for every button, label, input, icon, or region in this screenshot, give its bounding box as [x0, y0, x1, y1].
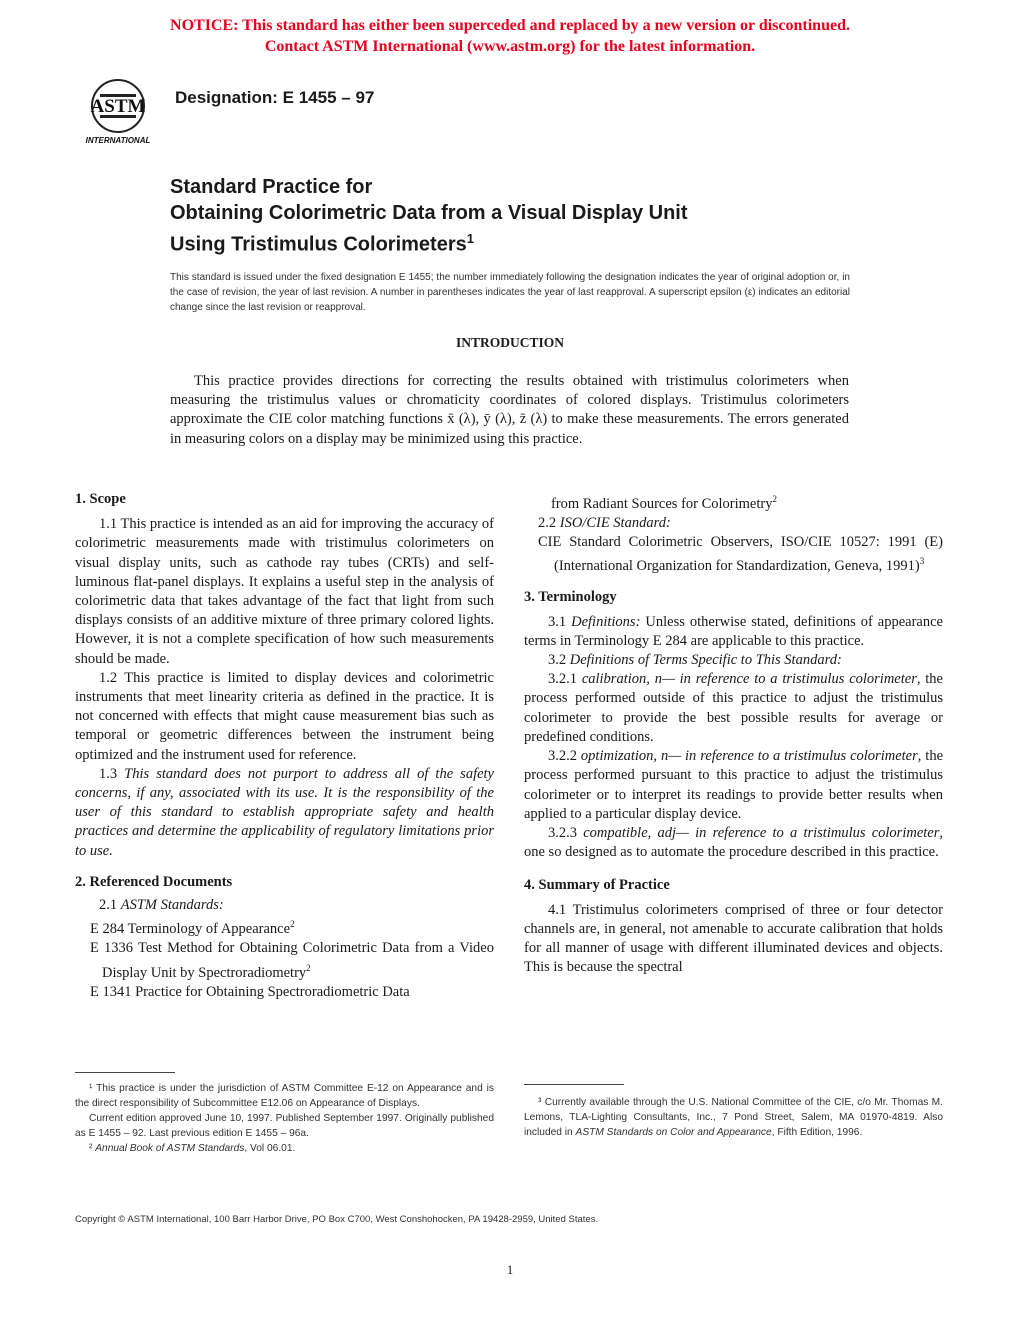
para-3-2-3-term: compatible, adj— in reference to a tristimulus colorimeter: [583, 824, 940, 841]
ref-cie: [524, 533, 943, 576]
para-2-2-num: 2.2: [538, 515, 560, 532]
section-scope-heading: 1. Scope: [75, 491, 126, 507]
section-terminology-heading: 3. Terminology: [524, 589, 617, 606]
footnote-1b: Current edition approved June 10, 1997. Published September 1997. Originally published as E 1455 – 92. Last previous edition E 1455 – 96a.: [75, 1113, 494, 1139]
footnote-3-text: ³ Currently available through the U.S. National Committee of the CIE, c/o Mr. Thomas M. Lemons, TLA-Lighting Consultants, Inc., 7 Pond Street, Salem, MA 01970-4819. Also included in: [524, 1097, 943, 1138]
logo-subtext: INTERNATIONAL: [85, 136, 151, 145]
para-3-2-3-num: 3.2.3: [548, 824, 584, 841]
ref-e1341-sup: 2: [772, 494, 777, 504]
notice-line-1: NOTICE: This standard has either been superceded and replaced by a new version or discontinued.: [170, 17, 850, 34]
left-column: [75, 490, 494, 1002]
para-3-2-2: [524, 747, 943, 824]
ref-e284-text: E 284 Terminology of Appearance: [90, 921, 291, 938]
ref-e1336-sup: 2: [306, 962, 311, 973]
footnotes-left: [75, 1081, 494, 1156]
title-line-1: Standard Practice for: [170, 176, 373, 198]
notice-line-2: Contact ASTM International (www.astm.org) for the latest information.: [264, 38, 756, 55]
para-4-1: 4.1 Tristimulus colorimeters comprised of three or four detector channels are, in general, not amenable to accurate calibration that holds for all manner of usage with different illuminated devices and objects. This is because the spectral: [524, 901, 943, 976]
para-3-1-text: Unless otherwise stated, definitions of appearance terms in Terminology E 284 are applicable to this practice.: [524, 613, 943, 649]
para-1-3-num: 1.3: [99, 765, 125, 782]
logo-text: ASTM: [90, 96, 146, 117]
para-2-2: [524, 514, 943, 533]
ref-e284-sup: 2: [290, 919, 295, 930]
para-3-2-3: [524, 824, 943, 862]
footnote-3-tail: , Fifth Edition, 1996.: [771, 1127, 863, 1138]
ref-e1336: [75, 939, 494, 982]
intro-heading: INTRODUCTION: [455, 335, 564, 350]
title-footnote-mark: 1: [466, 231, 474, 246]
footnote-1: ¹ This practice is under the jurisdiction of ASTM Committee E-12 on Appearance and is the direct responsibility of Subcommittee E12.06 on Appearance of Displays.: [75, 1083, 494, 1109]
section-referenced-heading: 2. Referenced Documents: [75, 873, 233, 890]
para-3-1-num: 3.1: [548, 613, 572, 630]
ref-cie-text: CIE Standard Colorimetric Observers, ISO/CIE 10527: 1991 (E) (International Organization for Standardization, Geneva, 1991): [538, 534, 943, 575]
para-2-1-text: ASTM Standards:: [120, 897, 224, 914]
para-3-2-2-num: 3.2.2: [548, 748, 581, 765]
designation: Designation: E 1455 – 97: [175, 88, 375, 107]
para-1-1: 1.1 This practice is intended as an aid for improving the accuracy of colorimetric measurements made with tristimulus colorimeters on visual display units, such as cathode ray tubes (CRTs) and self-luminous flat-panel displays. It explains a useful step in the analysis of colorimetric data that takes advantage of the fact that light from such displays consists of an additive mixture of three primary colored lights. However, it is not a complete specification of how such measurements should be made.: [75, 516, 494, 667]
footnote-2: [75, 1141, 494, 1156]
para-2-1: [75, 896, 494, 915]
footnote-2-tail: , Vol 06.01.: [244, 1143, 296, 1154]
para-3-2-2-text: , the process performed pursuant to this practice to adjust the tristimulus colorimeter or to interpret its readings to provide better results when applied to a particular display device.: [524, 748, 944, 822]
ref-e1336-text: E 1336 Test Method for Obtaining Colorimetric Data from a Video Display Unit by Spectroradiometry: [90, 940, 494, 981]
footnote-3: [524, 1095, 943, 1140]
ref-e1341-cont-text: from Radiant Sources for Colorimetry: [551, 495, 773, 512]
title-line-2: Obtaining Colorimetric Data from a Visual Display Unit: [170, 202, 688, 224]
para-2-1-num: 2.1: [99, 897, 121, 914]
footnote-3-title: ASTM Standards on Color and Appearance: [575, 1127, 772, 1138]
astm-logo: [74, 74, 164, 146]
footnotes-right: [524, 1095, 943, 1140]
para-3-2-3-text: , one so designed as to automate the procedure described in this practice.: [524, 824, 943, 861]
para-3-2-2-term: optimization, n— in reference to a tristimulus colorimeter: [580, 748, 918, 765]
section-summary-heading: 4. Summary of Practice: [524, 877, 670, 894]
para-3-2-label: Definitions of Terms Specific to This Standard:: [569, 652, 842, 669]
footnote-2-num: ²: [89, 1143, 96, 1154]
para-1-2: 1.2 This practice is limited to display devices and colorimetric instruments that meet linearity criteria as defined in the practice. It is not concerned with effects that might cause measurement bias such as temporal or geometric differences between the instrument being optimized and the instrument used for reference.: [75, 669, 494, 763]
para-3-2-1-text: , the process performed outside of this practice to adjust the tristimulus colorimeter to provide the best possible results for average or predefined conditions.: [524, 671, 943, 745]
title-line-3: Using Tristimulus Colorimeters: [170, 233, 467, 256]
footnote-rule-right: [524, 1084, 624, 1085]
copyright: Copyright © ASTM International, 100 Barr Harbor Drive, PO Box C700, West Conshohocken, PA 19428-2959, United States.: [75, 1214, 599, 1225]
ref-e1341-continued: [524, 490, 943, 514]
footnote-2-title: Annual Book of ASTM Standards: [95, 1143, 245, 1154]
para-3-2-1-num: 3.2.1: [548, 671, 582, 688]
ref-e284: [75, 915, 494, 939]
intro-text: This practice provides directions for correcting the results obtained with tristimulus colorimeters when measuring the tristimulus values or chromaticity coordinates of colored displays. Tristimulus colorimeters approximate the CIE color matching functions x̄ (λ), ȳ (λ), z̄ (λ) to make these measurements. The errors generated in measuring colors on a display may be minimized using this practice.: [170, 373, 849, 447]
para-1-3-text: This standard does not purport to address all of the safety concerns, if any, associated with its use. It is the responsibility of the user of this standard to establish appropriate safety and health practices and determine the applicability of regulatory limitations prior to use.: [75, 765, 494, 859]
issued-statement: This standard is issued under the fixed designation E 1455; the number immediately following the designation indicates the year of original adoption or, in the case of revision, the year of last revision. A number in parentheses indicates the year of last reapproval. A superscript epsilon (ε) indicates an editorial change since the last revision or reapproval.: [170, 272, 850, 313]
para-3-2-1-term: calibration, n— in reference to a tristimulus colorimeter: [581, 671, 917, 688]
page-title: [170, 174, 870, 258]
para-3-2: [524, 651, 943, 670]
footnote-rule-left: [75, 1072, 175, 1073]
para-3-2-num: 3.2: [548, 652, 570, 669]
ref-e1341: E 1341 Practice for Obtaining Spectroradiometric Data: [90, 983, 410, 1000]
para-3-2-1: [524, 670, 943, 747]
right-column: [524, 490, 943, 977]
page-number: 1: [506, 1262, 514, 1277]
para-2-2-text: ISO/CIE Standard:: [559, 515, 671, 532]
ref-cie-sup: 3: [919, 556, 925, 567]
para-3-1-label: Definitions:: [571, 613, 641, 630]
para-3-1: [524, 613, 943, 651]
para-1-3: [75, 765, 494, 861]
astm-logo-icon: [74, 74, 164, 146]
